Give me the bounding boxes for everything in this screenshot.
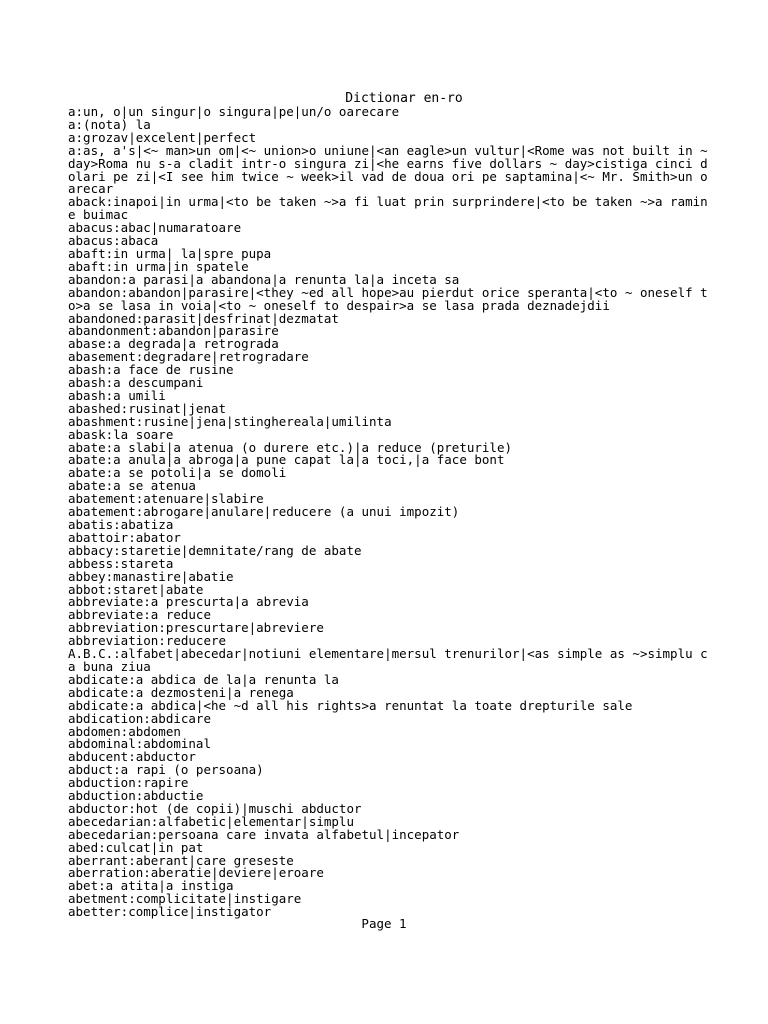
dictionary-entry: A.B.C.:alfabet|abecedar|notiuni elementare|mersul trenurilor|<as simple as ~>simplu ca buna ziua: [68, 646, 708, 674]
dictionary-entry: abate:a se atenua: [68, 478, 196, 494]
dictionary-entry: abecedarian:persoana care invata alfabetul|incepator: [68, 826, 460, 842]
dictionary-entry: aberrant:aberant|care greseste: [68, 852, 294, 868]
dictionary-entry: abducent:abductor: [68, 749, 196, 765]
dictionary-entry: abetter:complice|instigator: [68, 904, 272, 920]
dictionary-entry: abash:a umili: [68, 387, 166, 403]
dictionary-entry: abate:a anula|a abroga|a pune capat la|a toci,|a face bont: [68, 452, 505, 468]
dictionary-entry: abatis:abatiza: [68, 517, 174, 532]
dictionary-entry: a:(nota) la: [68, 116, 151, 132]
dictionary-entry: abaft:in urma| la|spre pupa: [68, 245, 272, 261]
dictionary-entry: abashment:rusine|jena|stinghereala|umilinta: [68, 413, 392, 429]
dictionary-entry: abate:a se potoli|a se domoli: [68, 465, 287, 481]
dictionary-entry: abdominal:abdominal: [68, 736, 211, 752]
dictionary-entry: aback:inapoi|in urma|<to be taken ~>a fi luat prin surprindere|<to be taken ~>a ramine buimac: [68, 194, 708, 223]
dictionary-entry: abduction:rapire: [68, 775, 189, 791]
dictionary-entry: abbess:stareta: [68, 555, 174, 571]
dictionary-entry: abacus:abaca: [68, 233, 159, 249]
dictionary-entry: abductor:hot (de copii)|muschi abductor: [68, 800, 362, 816]
dictionary-entry: abash:a descumpani: [68, 375, 204, 391]
dictionary-entry: abatement:atenuare|slabire: [68, 491, 264, 507]
dictionary-entry: abduct:a rapi (o persoana): [68, 762, 264, 778]
dictionary-entry: abdomen:abdomen: [68, 723, 181, 739]
dictionary-entry: abacus:abac|numaratoare: [68, 220, 242, 236]
dictionary-entry: a:as, a's|<~ man>un om|<~ union>o uniune|<an eagle>un vultur|<Rome was not built in ~ day>Roma nu s-a cladit intr-o singura zi|<he earns five dollars ~ day>cistiga cinci dolari pe zi|<I see him twice ~ week>il vad de doua ori pe saptamina|<~ Mr. Smith>un oarecar: [68, 142, 716, 197]
dictionary-entry: abdicate:a abdica|<he ~d all his rights>a renuntat la toate drepturile sale: [68, 697, 633, 713]
dictionary-entry: aberration:aberatie|deviere|eroare: [68, 865, 324, 881]
dictionary-entry: abbot:staret|abate: [68, 581, 204, 597]
dictionary-entry: abase:a degrada|a retrograda: [68, 336, 279, 352]
dictionary-entry: abbacy:staretie|demnitate/rang de abate: [68, 542, 362, 558]
page-number: Page 1: [361, 916, 407, 931]
dictionary-entry: a:grozav|excelent|perfect: [68, 129, 257, 145]
dictionary-entry: abetment:complicitate|instigare: [68, 891, 302, 907]
dictionary-entry: abask:la soare: [68, 426, 174, 442]
dictionary-entry: abaft:in urma|in spatele: [68, 258, 249, 274]
dictionary-entry: abandoned:parasit|desfrinat|dezmatat: [68, 310, 339, 326]
dictionary-entry: abandon:abandon|parasire|<they ~ed all hope>au pierdut orice speranta|<to ~ oneself to>a se lasa in voia|<to ~ oneself to despair>a se lasa prada deznadejdii: [68, 284, 708, 313]
document-title: Dictionar en-ro: [345, 91, 463, 106]
dictionary-entry: abatement:abrogare|anulare|reducere (a unui impozit): [68, 504, 460, 520]
dictionary-entry: abasement:degradare|retrogradare: [68, 349, 309, 365]
dictionary-entry: abbreviate:a reduce: [68, 607, 211, 623]
dictionary-entry: abandon:a parasi|a abandona|a renunta la|a inceta sa: [68, 271, 460, 287]
dictionary-entry-list: [68, 104, 716, 920]
dictionary-entry: abdicate:a dezmosteni|a renega: [68, 684, 294, 700]
dictionary-entry: abbreviation:prescurtare|abreviere: [68, 620, 324, 636]
dictionary-entry: abate:a slabi|a atenua (o durere etc.)|a reduce (preturile): [68, 439, 513, 455]
dictionary-entry: abandonment:abandon|parasire: [68, 323, 279, 339]
dictionary-entry: abbey:manastire|abatie: [68, 568, 234, 584]
dictionary-entry: abattoir:abator: [68, 529, 181, 545]
dictionary-entry: abed:culcat|in pat: [68, 839, 204, 855]
dictionary-entry: abbreviate:a prescurta|a abrevia: [68, 594, 309, 610]
dictionary-entry: abduction:abductie: [68, 788, 204, 804]
dictionary-entry: abbreviation:reducere: [68, 633, 227, 649]
dictionary-entry: abashed:rusinat|jenat: [68, 400, 227, 416]
dictionary-entry: abet:a atita|a instiga: [68, 878, 234, 894]
dictionary-entry: abdication:abdicare: [68, 710, 211, 726]
dictionary-entry: abash:a face de rusine: [68, 362, 234, 378]
dictionary-entry: abdicate:a abdica de la|a renunta la: [68, 671, 339, 687]
dictionary-entry: abecedarian:alfabetic|elementar|simplu: [68, 813, 354, 829]
dictionary-entry: a:un, o|un singur|o singura|pe|un/o oarecare: [68, 104, 400, 119]
